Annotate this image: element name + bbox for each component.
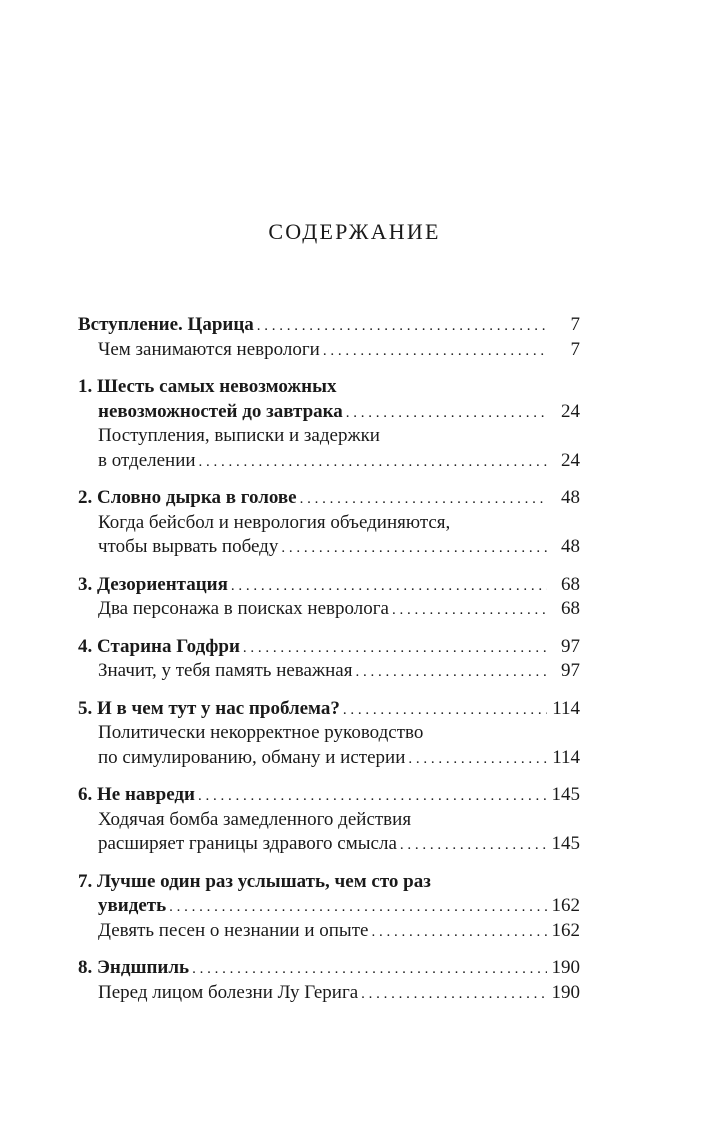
toc-entry-title: Когда бейсбол и неврология объединяются, xyxy=(98,511,451,533)
toc-chapter-entry xyxy=(78,697,580,722)
dot-leader xyxy=(192,957,547,982)
toc-entry-title: 8. Эндшпиль xyxy=(78,957,190,978)
toc-page-number: 162 xyxy=(551,919,580,941)
toc-chapter-entry xyxy=(78,870,580,895)
toc-entry-title: Значит, у тебя память неважная xyxy=(98,660,353,681)
toc-subtitle-entry xyxy=(78,746,580,771)
dot-leader xyxy=(400,833,547,858)
toc-entry-title: в отделении xyxy=(98,449,196,471)
toc-subtitle-entry xyxy=(78,424,580,449)
toc-page-number: 7 xyxy=(570,314,580,335)
toc-section xyxy=(78,697,580,771)
toc-entry-title: расширяет границы здравого смысла xyxy=(98,833,397,854)
toc-page-number: 190 xyxy=(551,957,580,978)
dot-leader xyxy=(343,698,547,723)
toc-subtitle-entry xyxy=(78,832,580,857)
toc-subtitle-entry xyxy=(78,511,580,536)
toc-section xyxy=(78,956,580,1005)
toc-entry-title: Вступление. Царица xyxy=(78,314,254,335)
toc-chapter-entry xyxy=(78,313,580,338)
dot-leader xyxy=(198,784,547,809)
toc-entry-title: 2. Словно дырка в голове xyxy=(78,487,297,508)
toc-entry-title: чтобы вырвать победу xyxy=(98,536,279,557)
toc-page-number: 48 xyxy=(561,487,580,508)
toc-entry-title: Перед лицом болезни Лу Герига xyxy=(98,981,359,1003)
toc-page-number: 24 xyxy=(561,400,580,422)
toc-page-number: 114 xyxy=(552,697,580,719)
toc-page-number: 97 xyxy=(561,660,580,681)
dot-leader xyxy=(371,920,547,945)
toc-section xyxy=(78,313,580,362)
toc-page-number: 145 xyxy=(551,784,580,805)
dot-leader xyxy=(243,636,547,661)
toc-entry-title: 7. Лучше один раз услышать, чем сто раз xyxy=(78,870,431,892)
toc-entry-title: увидеть xyxy=(98,895,167,916)
dot-leader xyxy=(361,982,547,1007)
toc-entry-title: 4. Старина Годфри xyxy=(78,635,240,657)
toc-chapter-entry xyxy=(78,375,580,400)
page-title: СОДЕРЖАНИЕ xyxy=(268,219,441,244)
toc-subtitle-entry xyxy=(78,981,580,1006)
toc-subtitle-entry xyxy=(78,721,580,746)
toc-subtitle-entry xyxy=(78,449,580,474)
toc-entry-title: 1. Шесть самых невозможных xyxy=(78,376,337,397)
toc-chapter-entry xyxy=(78,783,580,808)
dot-leader xyxy=(257,314,547,339)
toc-entry-title: Девять песен о незнании и опыте xyxy=(98,919,369,941)
toc-chapter-entry xyxy=(78,486,580,511)
toc-chapter-entry xyxy=(78,894,580,919)
toc-page-number: 48 xyxy=(561,536,580,557)
toc-subtitle-entry xyxy=(78,535,580,560)
toc-entry-title: Два персонажа в поисках невролога xyxy=(98,598,389,619)
toc-page-number: 97 xyxy=(561,635,580,657)
toc-subtitle-entry xyxy=(78,919,580,944)
toc-entry-title: по симулированию, обману и истерии xyxy=(98,746,406,768)
dot-leader xyxy=(355,660,547,685)
dot-leader xyxy=(392,598,547,623)
dot-leader xyxy=(169,895,547,920)
toc-chapter-entry xyxy=(78,573,580,598)
dot-leader xyxy=(323,339,547,364)
toc-page-number: 24 xyxy=(561,449,580,471)
toc-chapter-entry xyxy=(78,956,580,981)
dot-leader xyxy=(231,574,547,599)
toc-page-number: 145 xyxy=(551,833,580,854)
toc-section xyxy=(78,573,580,622)
dot-leader xyxy=(199,450,547,475)
toc-section xyxy=(78,635,580,684)
toc-section xyxy=(78,375,580,473)
dot-leader xyxy=(300,487,547,512)
dot-leader xyxy=(408,747,547,772)
toc-page-number: 162 xyxy=(551,895,580,916)
dot-leader xyxy=(346,401,547,426)
toc-entry-title: 3. Дезориентация xyxy=(78,573,228,595)
toc-entry-title: Поступления, выписки и задержки xyxy=(98,425,380,446)
toc-page-number: 114 xyxy=(552,746,580,768)
toc-subtitle-entry xyxy=(78,659,580,684)
toc-section xyxy=(78,783,580,857)
toc-entry-title: невозможностей до завтрака xyxy=(98,400,343,422)
toc-entry-title: 5. И в чем тут у нас проблема? xyxy=(78,697,340,719)
toc-entry-title: Политически некорректное руководство xyxy=(98,722,424,743)
table-of-contents xyxy=(78,313,580,1018)
toc-chapter-entry xyxy=(78,635,580,660)
toc-page-number: 7 xyxy=(570,338,580,360)
toc-entry-title: Ходячая бомба замедленного действия xyxy=(98,808,412,830)
toc-page-number: 190 xyxy=(551,981,580,1003)
toc-section xyxy=(78,870,580,944)
dot-leader xyxy=(281,536,547,561)
toc-subtitle-entry xyxy=(78,338,580,363)
toc-subtitle-entry xyxy=(78,808,580,833)
toc-page-number: 68 xyxy=(561,573,580,595)
toc-chapter-entry xyxy=(78,400,580,425)
toc-section xyxy=(78,486,580,560)
toc-entry-title: Чем занимаются неврологи xyxy=(98,338,320,360)
toc-page-number: 68 xyxy=(561,598,580,619)
toc-entry-title: 6. Не навреди xyxy=(78,784,195,805)
toc-subtitle-entry xyxy=(78,597,580,622)
